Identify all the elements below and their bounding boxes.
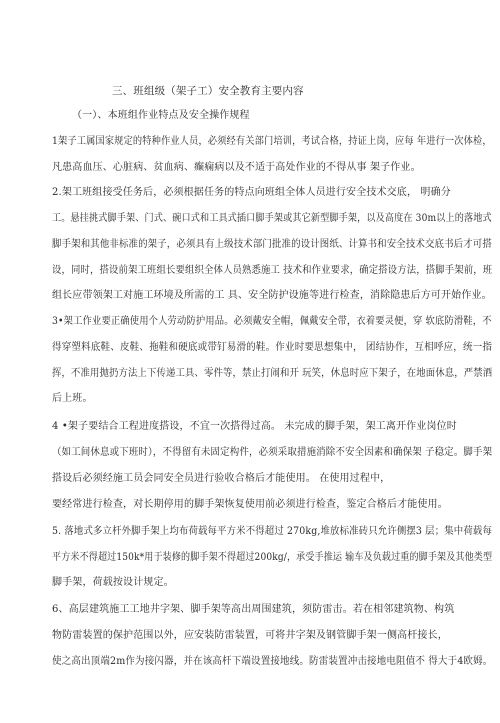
body-line: 5. 落地式多立杆外脚手架上均布荷载每平方米不得超过 270kg,堆放标准砖只允许侧摆3 层；集中荷载每 (52, 526, 492, 537)
body-line: 得穿塑料底鞋、皮鞋、拖鞋和硬底或带钉易滑的鞋。作业时要思想集中， 团结协作，互相呼应，统一指 (52, 342, 493, 353)
body-line: 脚手架和其他非标准的架子，必须具有上级技术部门批准的设计图纸、计算书和安全技术交底书后才可搭 (52, 239, 492, 250)
body-line: 要经常进行检查，对长期停用的脚手架恢复使用前必须进行检查，鉴定合格后才能使用。 (52, 499, 448, 510)
subsection-title: （一）、本班组作业特点及安全操作规程 (72, 110, 250, 121)
body-line: 使之高出顶端2m作为接闪器，并在该高杆下端设置接地线。防雷装置冲击接地电阻值不 得大于4欧姆。 (52, 656, 493, 667)
body-line: 2.架工班组接受任务后，必须根据任务的特点向班组全体人员进行安全技术交底， 明确分 (52, 187, 451, 198)
body-line: （如工间休息或下班时），不得留有未固定构件，必须采取措施消除不安全因素和确保架 子稳定。脚手架 (52, 447, 493, 458)
body-line: 6、高层建筑施工工地井字架、脚手架等高出周围建筑，须防雷击。若在相邻建筑物、构筑 (52, 604, 455, 615)
body-line: 凡患高血压、心脏病、贫血病、癫痫病以及不适于高处作业的不得从事 架子作业。 (52, 162, 421, 173)
body-line: 平方米不得超过150k*用于装修的脚手架不得超过200kg/，承受手推运 输车及负载过重的脚手架及其他类型 (52, 552, 493, 563)
body-line: 3•架工作业要正确使用个人劳动防护用品。必须戴安全帽，佩戴安全带，衣着要灵便，穿 软底防滑鞋，不 (52, 316, 492, 327)
body-line: 物防雷装置的保护范围以外，应安装防雷装置，可将井字架及钢管脚手架一侧高杆接长， (52, 630, 448, 641)
body-line: 1架子工属国家规定的特种作业人员，必须经有关部门培训，考试合格，持证上岗，应每 年进行一次体检， (52, 136, 492, 147)
body-line: 设，同时，搭设前架工班组长要组织全体人员熟悉施工 技术和作业要求，确定搭设方法，搭脚手架前，班 (52, 265, 493, 276)
body-line: 4 •架子要结合工程进度搭设，不宜一次搭得过高。 未完成的脚手架，架工离开作业岗位时 (52, 421, 457, 432)
body-line: 后上班。 (52, 393, 93, 404)
body-line: 脚手架，荷载按设计规定。 (52, 577, 174, 588)
body-line: 搭设后必须经施工员会同安全员进行验收合格后才能使用。 在使用过程中， (52, 473, 391, 484)
body-line: 组长应带领架工对施工环境及所需的工 具、安全防护设施等进行检查，消除隐患后方可开始作业。 (52, 290, 492, 301)
body-line: 工。悬挂挑式脚手架、门式、碗口式和工具式插口脚手架或其它新型脚手架，以及高度在 30m以上的落地式 (52, 213, 492, 224)
section-title: 三、班组级（架子工）安全教育主要内容 (112, 85, 304, 97)
body-line: 挥，不准用抛扔方法上下传递工具、零件等，禁止打闹和开 玩笑，休息时应下架子，在地面休息，严禁酒 (52, 368, 493, 379)
